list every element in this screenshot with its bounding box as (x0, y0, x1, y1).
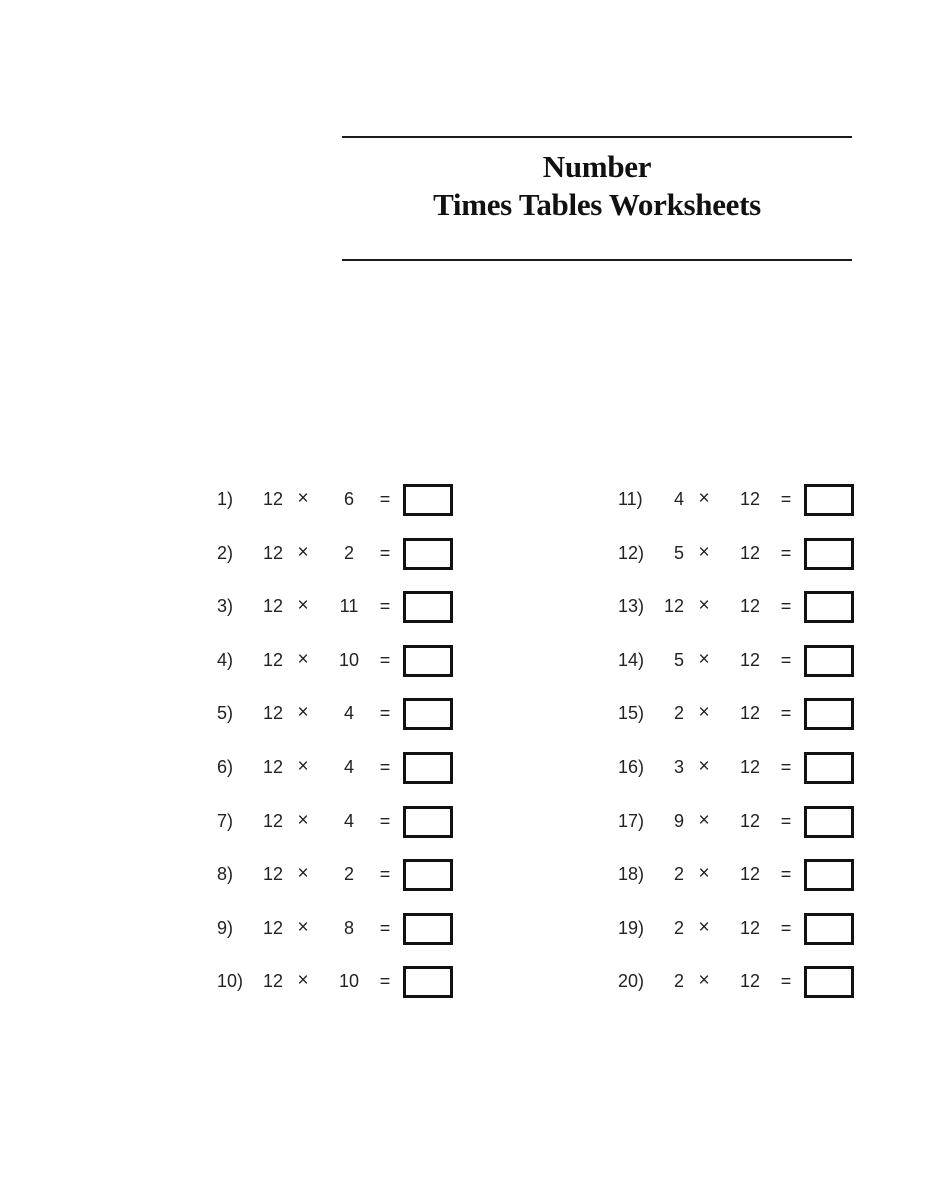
problem-number: 16) (618, 757, 645, 777)
answer-box[interactable] (804, 484, 854, 516)
first-operand: 12 (262, 649, 283, 670)
answer-box[interactable] (804, 859, 854, 891)
equals-sign: = (379, 489, 391, 509)
second-operand: 6 (343, 489, 354, 509)
second-operand: 4 (343, 703, 354, 724)
second-operand: 12 (739, 810, 761, 831)
times-sign: × (297, 970, 309, 992)
first-operand: 3 (673, 757, 684, 777)
equals-sign: = (780, 542, 792, 563)
equals-sign: = (379, 596, 391, 617)
answer-box[interactable] (403, 752, 453, 784)
problem-row (618, 589, 858, 623)
problem-row (217, 696, 457, 730)
equals-sign: = (379, 703, 391, 724)
problem-number: 5) (217, 703, 234, 724)
problem-row (217, 750, 457, 784)
problem-row (618, 643, 858, 677)
times-sign: × (698, 541, 710, 563)
equals-sign: = (780, 649, 792, 670)
times-sign: × (297, 916, 309, 938)
times-sign: × (297, 648, 309, 670)
second-operand: 12 (739, 596, 761, 617)
first-operand: 12 (262, 864, 283, 885)
first-operand: 4 (673, 489, 684, 509)
answer-box[interactable] (403, 913, 453, 945)
problem-row (217, 804, 457, 838)
equals-sign: = (379, 757, 391, 777)
times-sign: × (698, 970, 710, 992)
second-operand: 4 (343, 757, 354, 777)
equals-sign: = (379, 864, 391, 885)
problem-number: 17) (618, 810, 645, 831)
first-operand: 12 (262, 596, 283, 617)
equals-sign: = (780, 757, 792, 777)
times-sign: × (297, 595, 309, 617)
times-sign: × (297, 863, 309, 885)
second-operand: 10 (338, 971, 360, 992)
equals-sign: = (379, 542, 391, 563)
second-operand: 12 (739, 649, 761, 670)
problem-number: 20) (618, 971, 645, 992)
answer-box[interactable] (804, 966, 854, 998)
answer-box[interactable] (804, 645, 854, 677)
problem-number: 13) (618, 596, 645, 617)
first-operand: 2 (673, 971, 684, 992)
problem-number: 2) (217, 542, 234, 563)
problem-row (618, 536, 858, 570)
problem-number: 10) (217, 971, 244, 992)
second-operand: 2 (343, 542, 354, 563)
problem-row (618, 696, 858, 730)
second-operand: 10 (338, 649, 360, 670)
times-sign: × (297, 488, 309, 509)
equals-sign: = (780, 596, 792, 617)
times-sign: × (698, 648, 710, 670)
times-sign: × (297, 541, 309, 563)
problem-number: 4) (217, 649, 234, 670)
equals-sign: = (780, 971, 792, 992)
answer-box[interactable] (804, 591, 854, 623)
equals-sign: = (379, 810, 391, 831)
second-operand: 11 (339, 596, 359, 617)
equals-sign: = (780, 489, 792, 509)
first-operand: 12 (262, 810, 283, 831)
times-sign: × (297, 702, 309, 724)
answer-box[interactable] (804, 538, 854, 570)
equals-sign: = (780, 917, 792, 938)
times-sign: × (698, 756, 710, 777)
times-sign: × (698, 595, 710, 617)
first-operand: 12 (262, 757, 283, 777)
first-operand: 2 (673, 703, 684, 724)
first-operand: 12 (262, 917, 283, 938)
times-sign: × (698, 488, 710, 509)
problem-number: 9) (217, 917, 234, 938)
page-title-line1: Number (542, 149, 652, 184)
problem-number: 8) (217, 864, 234, 885)
second-operand: 2 (343, 864, 354, 885)
answer-box[interactable] (403, 484, 453, 516)
times-sign: × (297, 809, 309, 831)
answer-box[interactable] (403, 806, 453, 838)
problem-row (217, 643, 457, 677)
equals-sign: = (379, 917, 391, 938)
second-operand: 4 (343, 810, 354, 831)
first-operand: 9 (673, 810, 684, 831)
times-sign: × (698, 702, 710, 724)
problem-number: 18) (618, 864, 645, 885)
problem-number: 3) (217, 596, 234, 617)
problem-number: 12) (618, 542, 645, 563)
problem-number: 1) (217, 489, 234, 509)
problem-row (618, 482, 858, 516)
equals-sign: = (780, 703, 792, 724)
problem-row (217, 589, 457, 623)
answer-box[interactable] (804, 698, 854, 730)
problem-number: 19) (618, 917, 645, 938)
equals-sign: = (780, 810, 792, 831)
equals-sign: = (379, 649, 391, 670)
title-rule-top (342, 136, 852, 138)
first-operand: 5 (673, 649, 684, 670)
first-operand: 12 (262, 489, 283, 509)
title-rule-bottom (342, 259, 852, 261)
answer-box[interactable] (403, 859, 453, 891)
problem-row (618, 750, 858, 784)
first-operand: 12 (262, 971, 283, 992)
equals-sign: = (379, 971, 391, 992)
answer-box[interactable] (804, 806, 854, 838)
page-title-line2: Times Tables Worksheets (433, 187, 761, 222)
first-operand: 2 (673, 864, 684, 885)
times-sign: × (297, 756, 309, 777)
second-operand: 12 (739, 757, 761, 777)
second-operand: 12 (739, 971, 761, 992)
answer-box[interactable] (403, 966, 453, 998)
problem-row (217, 482, 457, 516)
problem-row (618, 804, 858, 838)
problem-number: 6) (217, 757, 234, 777)
first-operand: 12 (663, 596, 684, 617)
times-sign: × (698, 809, 710, 831)
second-operand: 12 (739, 864, 761, 885)
second-operand: 12 (739, 489, 761, 509)
first-operand: 5 (673, 542, 684, 563)
answer-box[interactable] (403, 698, 453, 730)
problem-number: 11) (618, 489, 643, 509)
first-operand: 2 (673, 917, 684, 938)
second-operand: 8 (343, 917, 354, 938)
first-operand: 12 (262, 542, 283, 563)
times-sign: × (698, 916, 710, 938)
second-operand: 12 (739, 917, 761, 938)
problem-row (217, 911, 457, 945)
problem-row (618, 911, 858, 945)
answer-box[interactable] (403, 538, 453, 570)
problem-row (217, 964, 457, 998)
problem-row (217, 536, 457, 570)
problem-row (618, 857, 858, 891)
answer-box[interactable] (804, 913, 854, 945)
first-operand: 12 (262, 703, 283, 724)
second-operand: 12 (739, 542, 761, 563)
answer-box[interactable] (804, 752, 854, 784)
problem-row (618, 964, 858, 998)
problem-number: 14) (618, 649, 645, 670)
times-sign: × (698, 863, 710, 885)
equals-sign: = (780, 864, 792, 885)
problem-number: 15) (618, 703, 645, 724)
answer-box[interactable] (403, 591, 453, 623)
problem-number: 7) (217, 810, 234, 831)
answer-box[interactable] (403, 645, 453, 677)
second-operand: 12 (739, 703, 761, 724)
problem-row (217, 857, 457, 891)
